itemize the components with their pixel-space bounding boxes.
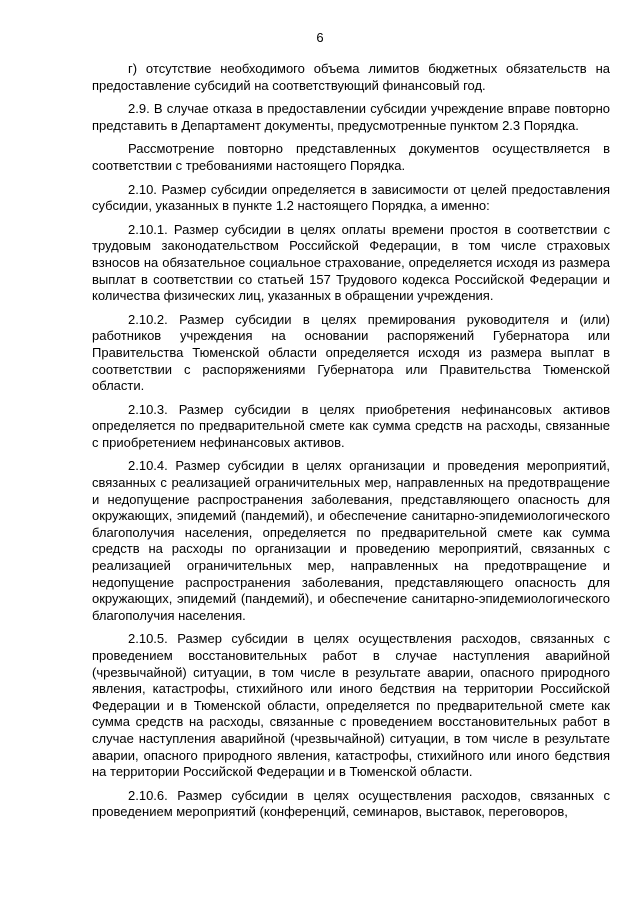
paragraph-2-10-4: 2.10.4. Размер субсидии в целях организации и проведения мероприятий, связанных с реализацией ограничительных мер, направленных на предотвращение и недопущение распространения заболевания, представляющего опасность для окружающих, эпидемий (пандемий), и обеспечение санитарно-эпидемиологического благополучия населения, определяется по предварительной смете как сумма средств на расходы по организации и проведению мероприятий, связанных с реализацией ограничительных мер, направленных на предотвращение и недопущение распространения заболевания, представляющего опасность для окружающих, эпидемий (пандемий), и обеспечение санитарно-эпидемиологического благополучия населения. (92, 458, 610, 623)
paragraph-2-9: 2.9. В случае отказа в предоставлении субсидии учреждение вправе повторно представить в Департамент документы, предусмотренные пунктом 2.3 Порядка. (92, 101, 610, 133)
paragraph-resubmission-review: Рассмотрение повторно представленных документов осуществляется в соответствии с требованиями настоящего Порядка. (92, 141, 610, 173)
paragraph-2-10-1: 2.10.1. Размер субсидии в целях оплаты времени простоя в соответствии с трудовым законодательством Российской Федерации, в том числе страховых взносов на обязательное социальное страхование, определяется исходя из размера выплат в соответствии со статьей 157 Трудового кодекса Российской Федерации и количества физических лиц, указанных в обращении учреждения. (92, 221, 610, 304)
paragraph-2-10-3: 2.10.3. Размер субсидии в целях приобретения нефинансовых активов определяется по предварительной смете как сумма средств на расходы, связанные с приобретением нефинансовых активов. (92, 401, 610, 450)
paragraph-item-g: г) отсутствие необходимого объема лимитов бюджетных обязательств на предоставление субсидий на соответствующий финансовый год. (92, 61, 610, 93)
document-body (92, 61, 610, 828)
paragraph-2-10-6: 2.10.6. Размер субсидии в целях осуществления расходов, связанных с проведением мероприятий (конференций, семинаров, выставок, переговоров, (92, 787, 610, 820)
paragraph-2-10-5: 2.10.5. Размер субсидии в целях осуществления расходов, связанных с проведением восстановительных работ в случае наступления аварийной (чрезвычайной) ситуации, в том числе в результате аварии, опасного природного явления, катастрофы, стихийного или иного бедствия на территории Российской Федерации и в Тюменской области, определяется по предварительной смете как сумма средств на расходы, связанные с проведением восстановительных работ в случае наступления аварийной (чрезвычайной) ситуации, в том числе в результате аварии, опасного природного явления, катастрофы, стихийного или иного бедствия на территории Российской Федерации и в Тюменской области. (92, 631, 610, 780)
page-number: 6 (316, 30, 324, 45)
paragraph-2-10: 2.10. Размер субсидии определяется в зависимости от целей предоставления субсидии, указанных в пункте 1.2 настоящего Порядка, а именно: (92, 181, 610, 214)
paragraph-2-10-2: 2.10.2. Размер субсидии в целях премирования руководителя и (или) работников учреждения на основании распоряжений Губернатора или Правительства Тюменской области определяется исходя из размера выплат в соответствии с распоряжениями Губернатора или Правительства Тюменской области. (92, 311, 610, 394)
